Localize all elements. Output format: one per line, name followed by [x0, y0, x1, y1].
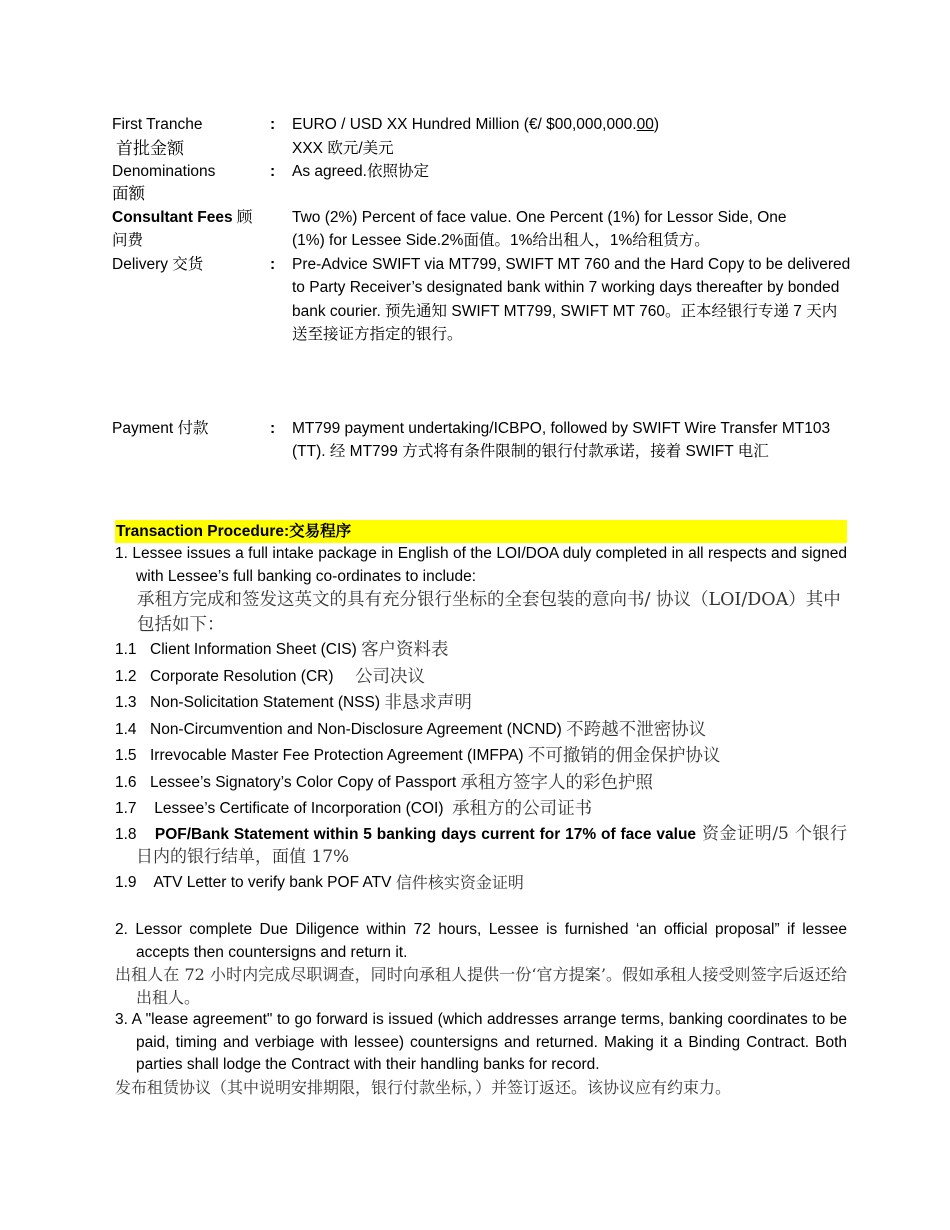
term-first-tranche	[112, 113, 852, 160]
term-label-cn: 面额	[112, 184, 145, 203]
term-value: MT799 payment undertaking/ICBPO, followed by SWIFT Wire Transfer MT103 (TT). 经 MT799 方式将有条件限制的银行付款承诺，接着 SWIFT 电汇	[292, 419, 831, 460]
list-item: 1.2 Corporate Resolution (CR) 公司决议	[115, 666, 426, 687]
list-item: 1.8 POF/Bank Statement within 5 banking days current for 17% of face value 资金证明/5 个银行日内的银行结单，面值 17%	[115, 823, 847, 867]
term-label: Payment 付款	[112, 419, 209, 437]
term-label: Delivery 交货	[112, 255, 204, 273]
list-item: 1.1 Client Information Sheet (CIS) 客户资料表	[115, 640, 449, 660]
list-item: 1.7 Lessee’s Certificate of Incorporation (COI) 承租方的公司证书	[115, 799, 593, 819]
transaction-procedure	[115, 520, 847, 1099]
term-colon: :	[270, 419, 276, 437]
term-denominations	[112, 160, 852, 204]
term-value: EURO / USD XX Hundred Million (€/ $00,000,000.00)	[292, 116, 660, 133]
term-colon: :	[270, 163, 276, 180]
term-value: As agreed.依照协定	[292, 163, 429, 180]
step-1: 1. Lessee issues a full intake package in English of the LOI/DOA duly completed in all respects and signed with Lessee’s full banking co-ordinates to include:	[115, 545, 847, 585]
term-value: Pre-Advice SWIFT via MT799, SWIFT MT 760 and the Hard Copy to be delivered to Party Receiver’s designated bank within 7 working days thereafter by bonded bank courier. 预先通知 SWIFT MT799, SWIFT MT 760。正本经银行专递 7 天内送至接证方指定的银行。	[292, 255, 851, 343]
list-item: 1.4 Non-Circumvention and Non-Disclosure Agreement (NCND) 不跨越不泄密协议	[115, 719, 707, 740]
term-label: 顾问费	[112, 208, 253, 249]
term-colon: :	[270, 116, 276, 133]
term-value: Two (2%) Percent of face value. One Percent (1%) for Lessor Side, One (1%) for Lessee Side.2%面值。1%给出租人，1%给租赁方。	[292, 208, 787, 249]
step-2: 2. Lessor complete Due Diligence within 72 hours, Lessee is furnished ‘an official proposal” if lessee accepts then countersigns and return it.	[115, 921, 847, 961]
term-payment	[112, 417, 852, 464]
term-delivery	[112, 253, 852, 417]
step-3-cn: 发布租赁协议（其中说明安排期限，银行付款坐标，）并签订返还。该协议应有约束力。	[115, 1077, 732, 1097]
step-1-cn: 承租方完成和签发这英文的具有充分银行坐标的全套包装的意向书/ 协议（LOI/DOA）其中包括如下：	[137, 590, 841, 635]
term-value-cn: XXX 欧元/美元	[292, 139, 394, 157]
step-2-cn: 出租人在 72 小时内完成尽职调查，同时向承租人提供一份‘官方提案’。假如承租人接受则签字后返还给出租人。	[115, 965, 847, 1007]
term-label-cn: 首批金额	[116, 138, 184, 158]
list-item: 1.5 Irrevocable Master Fee Protection Agreement (IMFPA) 不可撤销的佣金保护协议	[115, 746, 721, 766]
step-3: 3. A "lease agreement" to go forward is issued (which addresses arrange terms, banking coordinates to be paid, timing and verbiage with lessee) countersigns and returned. Making it a Binding Contract. Both parties shall lodge the Contract with their handling banks for record.	[115, 1011, 847, 1073]
term-label: Denominations	[112, 163, 216, 180]
list-item: 1.9 ATV Letter to verify bank POF ATV 信件核实资金证明	[115, 872, 524, 892]
term-label-bold: Consultant Fees	[112, 208, 233, 226]
term-label: First Tranche	[112, 116, 203, 133]
procedure-heading: Transaction Procedure:交易程序	[115, 520, 847, 543]
term-colon: :	[270, 255, 276, 273]
term-consultant-fees	[112, 206, 852, 253]
terms-section	[112, 113, 852, 464]
list-item: 1.6 Lessee’s Signatory’s Color Copy of Passport 承租方签字人的彩色护照	[115, 772, 653, 793]
list-item: 1.3 Non-Solicitation Statement (NSS) 非恳求声明	[115, 693, 472, 713]
